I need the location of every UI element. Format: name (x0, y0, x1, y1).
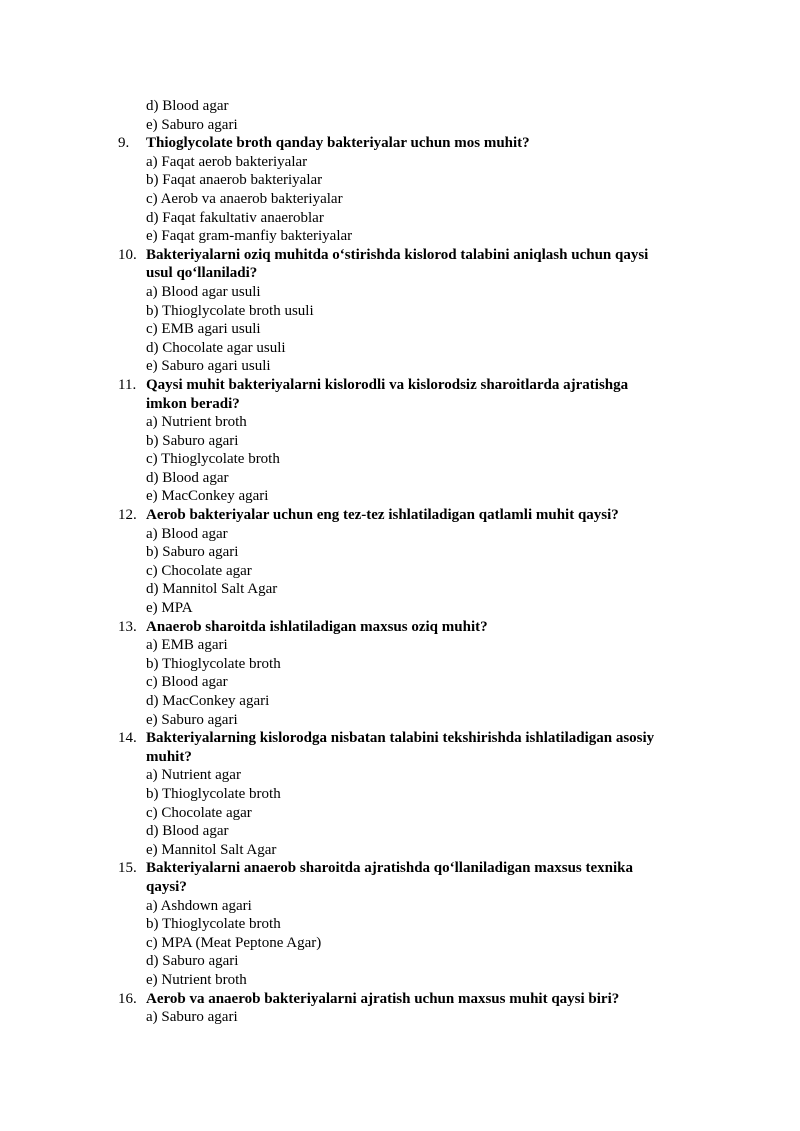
question-11 (0, 376, 800, 395)
question-number: 11. (118, 376, 137, 393)
option-line: c) Aerob va anaerob bakteriyalar (146, 190, 343, 207)
question-16 (0, 990, 800, 1009)
option-line: c) Blood agar (146, 674, 228, 691)
option-line: a) Blood agar usuli (146, 283, 261, 300)
option-line: e) Mannitol Salt Agar (146, 841, 277, 858)
option-line: b) Saburo agari (146, 432, 239, 449)
option-line: a) Faqat aerob bakteriyalar (146, 153, 308, 170)
option-line: a) Saburo agari (146, 1009, 238, 1026)
option-line: c) MPA (Meat Peptone Agar) (146, 934, 322, 951)
option-line: b) Thioglycolate broth usuli (146, 302, 314, 319)
option-line: e) MPA (146, 600, 193, 617)
option-line: c) EMB agari usuli (146, 321, 261, 338)
option-line: d) Saburo agari (146, 953, 239, 970)
option-line: b) Faqat anaerob bakteriyalar (146, 172, 323, 189)
option-line: e) Nutrient broth (146, 971, 247, 988)
question-number: 12. (118, 507, 137, 524)
question-13 (0, 618, 800, 637)
question-12 (0, 506, 800, 525)
option-line: a) Nutrient broth (146, 414, 247, 431)
option-line: d) Blood agar (146, 469, 229, 486)
question-text: Bakteriyalarning kislorodga nisbatan talabini tekshirishda ishlatiladigan asosiy (146, 730, 655, 747)
option-line: e) Saburo agari (146, 711, 238, 728)
question-15 (0, 859, 800, 878)
option-line: a) Nutrient agar (146, 767, 241, 784)
option-line: c) Thioglycolate broth (146, 451, 280, 468)
question-text-continued: imkon beradi? (146, 395, 240, 412)
option-line: b) Thioglycolate broth (146, 785, 281, 802)
option-line: a) Blood agar (146, 525, 228, 542)
document-page (0, 97, 800, 1027)
question-number: 16. (118, 990, 137, 1007)
option-line: e) Saburo agari (146, 116, 238, 133)
question-number: 15. (118, 860, 137, 877)
question-text: Aerob va anaerob bakteriyalarni ajratish uchun maxsus muhit qaysi biri? (146, 990, 620, 1007)
option-line: a) Ashdown agari (146, 897, 252, 914)
option-line: d) Blood agar (146, 823, 229, 840)
question-text-continued: muhit? (146, 748, 192, 765)
question-14 (0, 729, 800, 748)
option-line: c) Chocolate agar (146, 804, 252, 821)
question-text-continued: usul qo‘llaniladi? (146, 265, 258, 282)
question-number: 14. (118, 730, 137, 747)
option-line: c) Chocolate agar (146, 562, 252, 579)
option-line: d) Blood agar (146, 98, 229, 114)
option-line: a) EMB agari (146, 637, 228, 654)
option-line: b) Thioglycolate broth (146, 916, 281, 933)
option-line: d) Chocolate agar usuli (146, 339, 286, 356)
option-line: d) MacConkey agari (146, 693, 270, 709)
option-line: d) Faqat fakultativ anaeroblar (146, 209, 324, 226)
option-line: e) Saburo agari usuli (146, 358, 271, 375)
question-text: Thioglycolate broth qanday bakteriyalar uchun mos muhit? (146, 135, 530, 152)
question-9 (0, 134, 800, 153)
question-text: Anaerob sharoitda ishlatiladigan maxsus oziq muhit? (146, 618, 488, 635)
option-line: b) Saburo agari (146, 544, 239, 561)
option-line: b) Thioglycolate broth (146, 655, 281, 672)
question-text: Qaysi muhit bakteriyalarni kislorodli va kislorodsiz sharoitlarda ajratishga (146, 376, 629, 393)
option-line: d) Mannitol Salt Agar (146, 581, 278, 598)
question-10 (0, 246, 800, 265)
question-text: Bakteriyalarni oziq muhitda o‘stirishda kislorod talabini aniqlash uchun qaysi (146, 246, 649, 263)
question-number: 13. (118, 618, 137, 635)
question-text-continued: qaysi? (146, 878, 187, 895)
question-number: 9. (118, 135, 130, 152)
question-text: Bakteriyalarni anaerob sharoitda ajratishda qo‘llaniladigan maxsus texnika (146, 860, 634, 877)
question-number: 10. (118, 246, 137, 263)
question-text: Aerob bakteriyalar uchun eng tez-tez ishlatiladigan qatlamli muhit qaysi? (146, 507, 619, 524)
option-line: e) Faqat gram-manfiy bakteriyalar (146, 228, 353, 245)
option-line: e) MacConkey agari (146, 488, 269, 505)
